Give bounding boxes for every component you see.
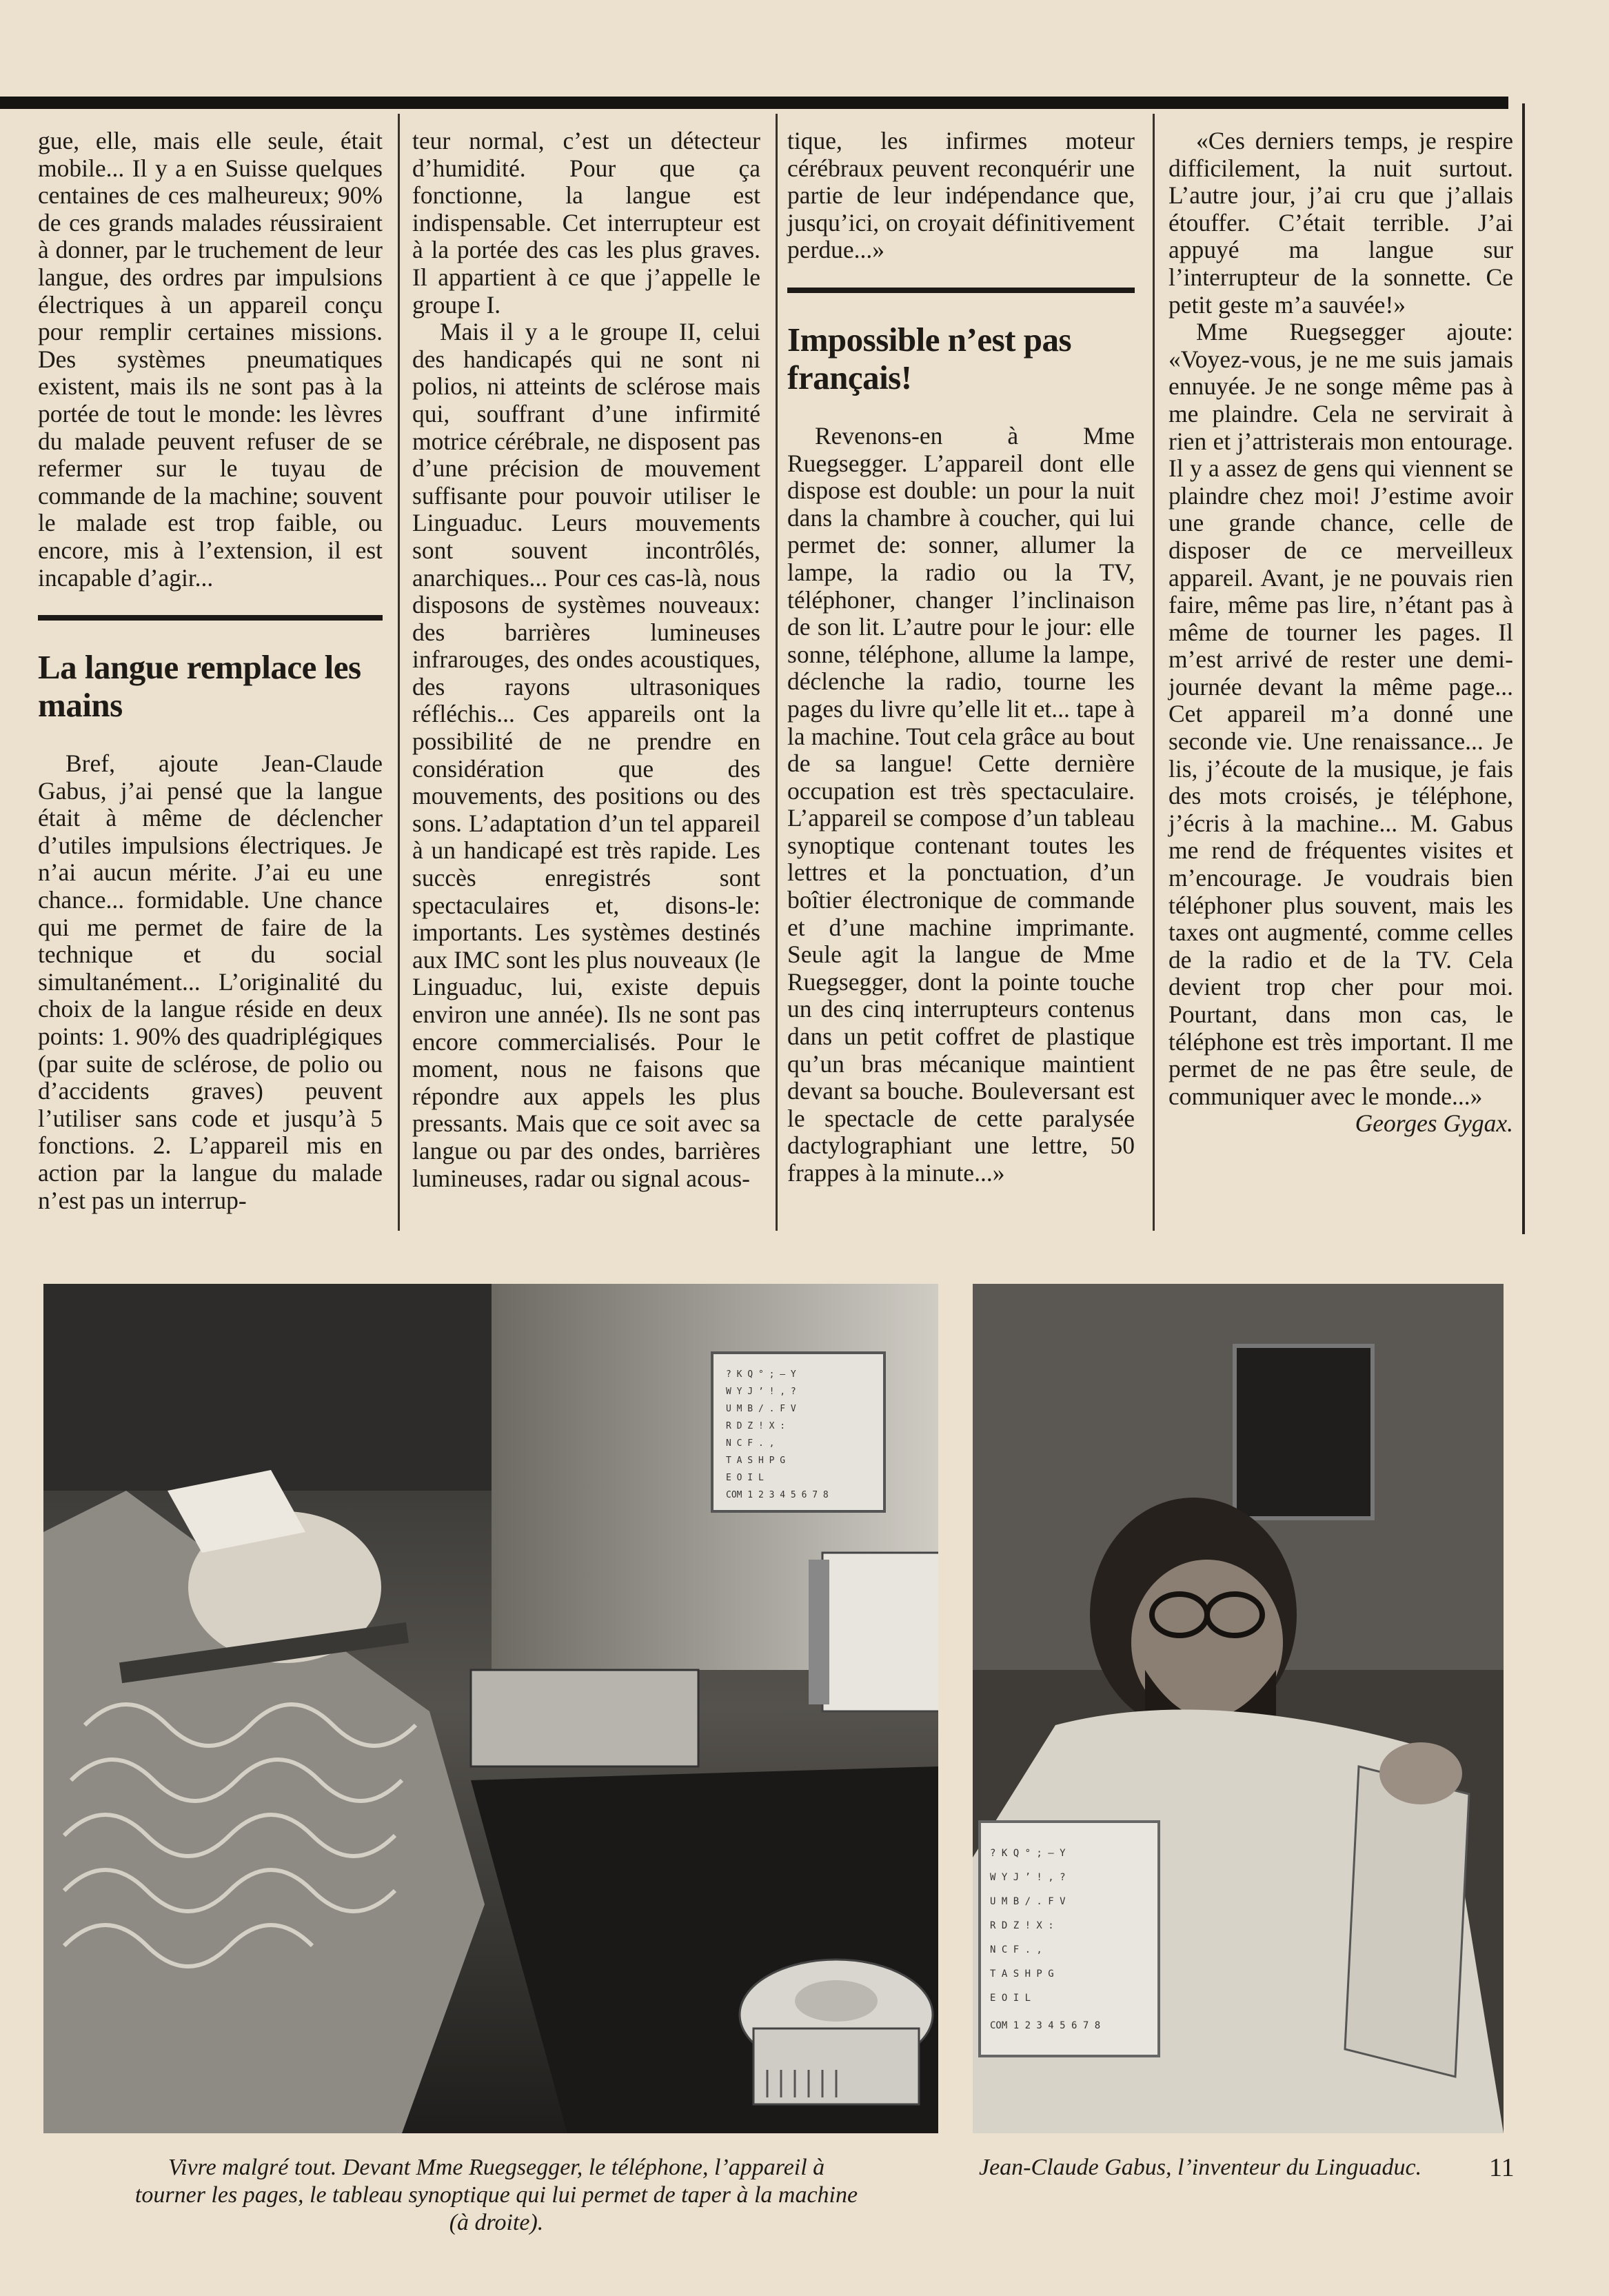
photo-caption-right: Jean-Claude Gabus, l’inventeur du Linguaduc.	[979, 2155, 1422, 2180]
photo-illustration	[43, 1284, 938, 2133]
svg-text:T A S H P G: T A S H P G	[990, 1968, 1054, 1980]
paragraph: Revenons-en à Mme Ruegsegger. L’appareil dont elle dispose est double: un pour la nuit dans la chambre à coucher, qui lui permet de: sonner, allumer la lampe, la radio ou la TV, téléphoner, changer l’inclinaison de son lit. L’autre pour le jour: elle sonne, téléphone, allume la lampe, déclenche la radio, tourne les pages du livre qu’elle lit et... tape à la machine. Tout cela grâce au bout de sa langue! Cette dernière occupation est très spectaculaire. L’appareil se compose d’un tableau synoptique contenant toutes les lettres et la ponctuation, d’un boîtier électronique de commande et d’une machine imprimante. Seule agit la langue de Mme Ruegsegger, dont la pointe touche un des cinq interrupteurs contenus dans un petit coffret de plastique qu’un bras mécanique maintient devant sa bouche. Bouleversant est le spectacle de cette paralysée dactylographiant une lettre, 50 frappes à la minute...»	[787, 421, 1135, 1187]
column-separator	[398, 114, 400, 1231]
svg-text:U M B / . F V: U M B / . F V	[990, 1896, 1066, 1907]
article-column-2	[412, 128, 760, 1192]
column-separator	[1153, 114, 1155, 1231]
paragraph: tique, les infirmes moteur cérébraux peuvent reconquérir une partie de leur indépendance que, jusqu’ici, on croyait définitivement perdue...»	[787, 127, 1135, 264]
author-signature: Georges Gygax.	[1355, 1109, 1513, 1138]
article-column-3	[787, 128, 1135, 1187]
svg-text:COM 1 2 3 4 5 6 7 8: COM 1 2 3 4 5 6 7 8	[726, 1490, 829, 1500]
photo-illustration	[973, 1284, 1504, 2133]
svg-text:? K Q ° ; – Y: ? K Q ° ; – Y	[990, 1848, 1066, 1859]
paragraph: Bref, ajoute Jean-Claude Gabus, j’ai pensé que la langue était à même de déclencher d’utiles impulsions électriques. Je n’ai aucun mérite. J’ai eu une chance... formidable. Une chance qui me permet de faire de la technique et du social simultanément... L’originalité du choix de la langue réside en deux points: 1. 90% des quadriplégiques (par suite de sclérose, de polio ou d’accidents graves) peuvent l’utiliser sans code et jusqu’à 5 fonctions. 2. L’appareil mis en action par la langue du malade n’est pas un interrup-	[38, 749, 383, 1214]
section-heading: La langue remplace les mains	[38, 648, 361, 725]
svg-text:E O I L: E O I L	[726, 1473, 764, 1483]
svg-text:R D Z ! X :: R D Z ! X :	[990, 1920, 1054, 1931]
column-separator	[776, 114, 778, 1231]
photo-patient-typing	[43, 1284, 938, 2133]
svg-text:R D Z ! X :: R D Z ! X :	[726, 1421, 786, 1431]
svg-text:COM 1 2 3 4 5 6 7 8: COM 1 2 3 4 5 6 7 8	[990, 2020, 1101, 2031]
photo-caption-left: Vivre malgré tout. Devant Mme Ruegsegger, le téléphone, l’appareil à tourner les pages, le tableau synoptique qui lui permet de taper à la machine (à droite).	[134, 2155, 858, 2235]
paragraph: Mais il y a le groupe II, celui des handicapés qui ne sont ni polios, ni atteints de sclérose mais qui, souffrant d’une infirmité motrice cérébrale, ne disposent pas d’une précision de mouvement suffisante pour pouvoir utiliser le Linguaduc. Leurs mouvements sont souvent incontrôlés, anarchiques... Pour ces cas-là, nous disposons de systèmes nouveaux: des barrières lumineuses infrarouges, des ondes acoustiques, des rayons ultrasoniques réfléchis... Ces appareils ont la possibilité de ne prendre en considération que des mouvements, des positions ou des sons. L’adaptation d’un tel appareil à un handicapé est très rapide. Les succès enregistrés sont spectaculaires et, disons-le: importants. Les systèmes destinés aux IMC sont les plus nouveaux (le Linguaduc, lui, existe depuis environ une année). Ils ne sont pas encore commercialisés. Pour le moment, nous ne faisons que répondre aux appels les plus pressants. Mais que ce soit avec sa langue ou par des ondes, barrières lumineuses, radar ou signal acous-	[412, 318, 760, 1192]
svg-text:? K Q ° ; – Y: ? K Q ° ; – Y	[726, 1369, 796, 1380]
svg-text:N C F . ,: N C F . ,	[726, 1438, 775, 1449]
svg-text:W Y J ’ ! , ?: W Y J ’ ! , ?	[726, 1387, 796, 1397]
svg-text:T A S H P G: T A S H P G	[726, 1456, 786, 1466]
article-column-1	[38, 128, 383, 1214]
svg-text:N C F . ,: N C F . ,	[990, 1944, 1042, 1955]
svg-text:U M B / . F V: U M B / . F V	[726, 1404, 796, 1414]
photo-inventor	[973, 1284, 1504, 2133]
top-rule	[0, 97, 1508, 109]
svg-text:W Y J ’ ! , ?: W Y J ’ ! , ?	[990, 1872, 1066, 1883]
paragraph: «Ces derniers temps, je respire difficilement, la nuit surtout. L’autre jour, j’ai cru que j’allais étouffer. C’était terrible. J’ai appuyé ma langue sur l’interrupteur de la sonnette. Ce petit geste m’a sauvée!»	[1168, 127, 1513, 319]
paragraph: teur normal, c’est un détecteur d’humidité. Pour que ça fonctionne, la langue est indispensable. Cet interrupteur est à la portée des cas les plus graves. Il appartient à ce que j’appelle le groupe I.	[412, 127, 760, 319]
svg-text:E O I L: E O I L	[990, 1993, 1031, 2004]
right-margin-rule	[1522, 103, 1525, 1234]
section-heading: Impossible n’est pas français!	[787, 320, 1072, 396]
page-number: 11	[1489, 2153, 1515, 2182]
section-rule	[38, 615, 383, 621]
paragraph: Mme Ruegsegger ajoute: «Voyez-vous, je ne me suis jamais ennuyée. Je ne songe même pas à me plaindre. Cela ne servirait à rien et j’attristerais mon entourage. Il y a assez de gens qui viennent se plaindre chez moi! J’estime avoir une grande chance, celle de disposer de ce merveilleux appareil. Avant, je ne pouvais rien faire, même pas lire, n’étant pas à même de tourner les pages. Il m’est arrivé de rester une demi-journée devant la même page... Cet appareil m’a donné une seconde vie. Une renaissance... Je lis, j’écoute de la musique, je fais des mots croisés, je téléphone, j’écris à la machine... M. Gabus me rend de fréquentes visites et m’encourage. Je voudrais bien téléphoner plus souvent, mais les taxes ont augmenté, comme celles de la radio et de la TV. Cela devient trop cher pour moi. Pourtant, dans mon cas, le téléphone est très important. Il me permet de ne pas être seule, de communiquer avec le monde...»	[1168, 318, 1513, 1110]
article-column-4	[1168, 128, 1513, 1138]
section-rule	[787, 288, 1135, 293]
paragraph: gue, elle, mais elle seule, était mobile... Il y a en Suisse quelques centaines de ces malheureux; 90% de ces grands malades réussiraient à donner, par le truchement de leur langue, des ordres par impulsions électriques à un appareil conçu pour remplir certaines missions. Des systèmes pneumatiques existent, mais ils ne sont pas à la portée de tout le monde: les lèvres du malade peuvent refuser de se refermer sur le tuyau de commande de la machine; souvent le malade est trop faible, ou encore, mis à l’extension, il est incapable d’agir...	[38, 127, 383, 592]
